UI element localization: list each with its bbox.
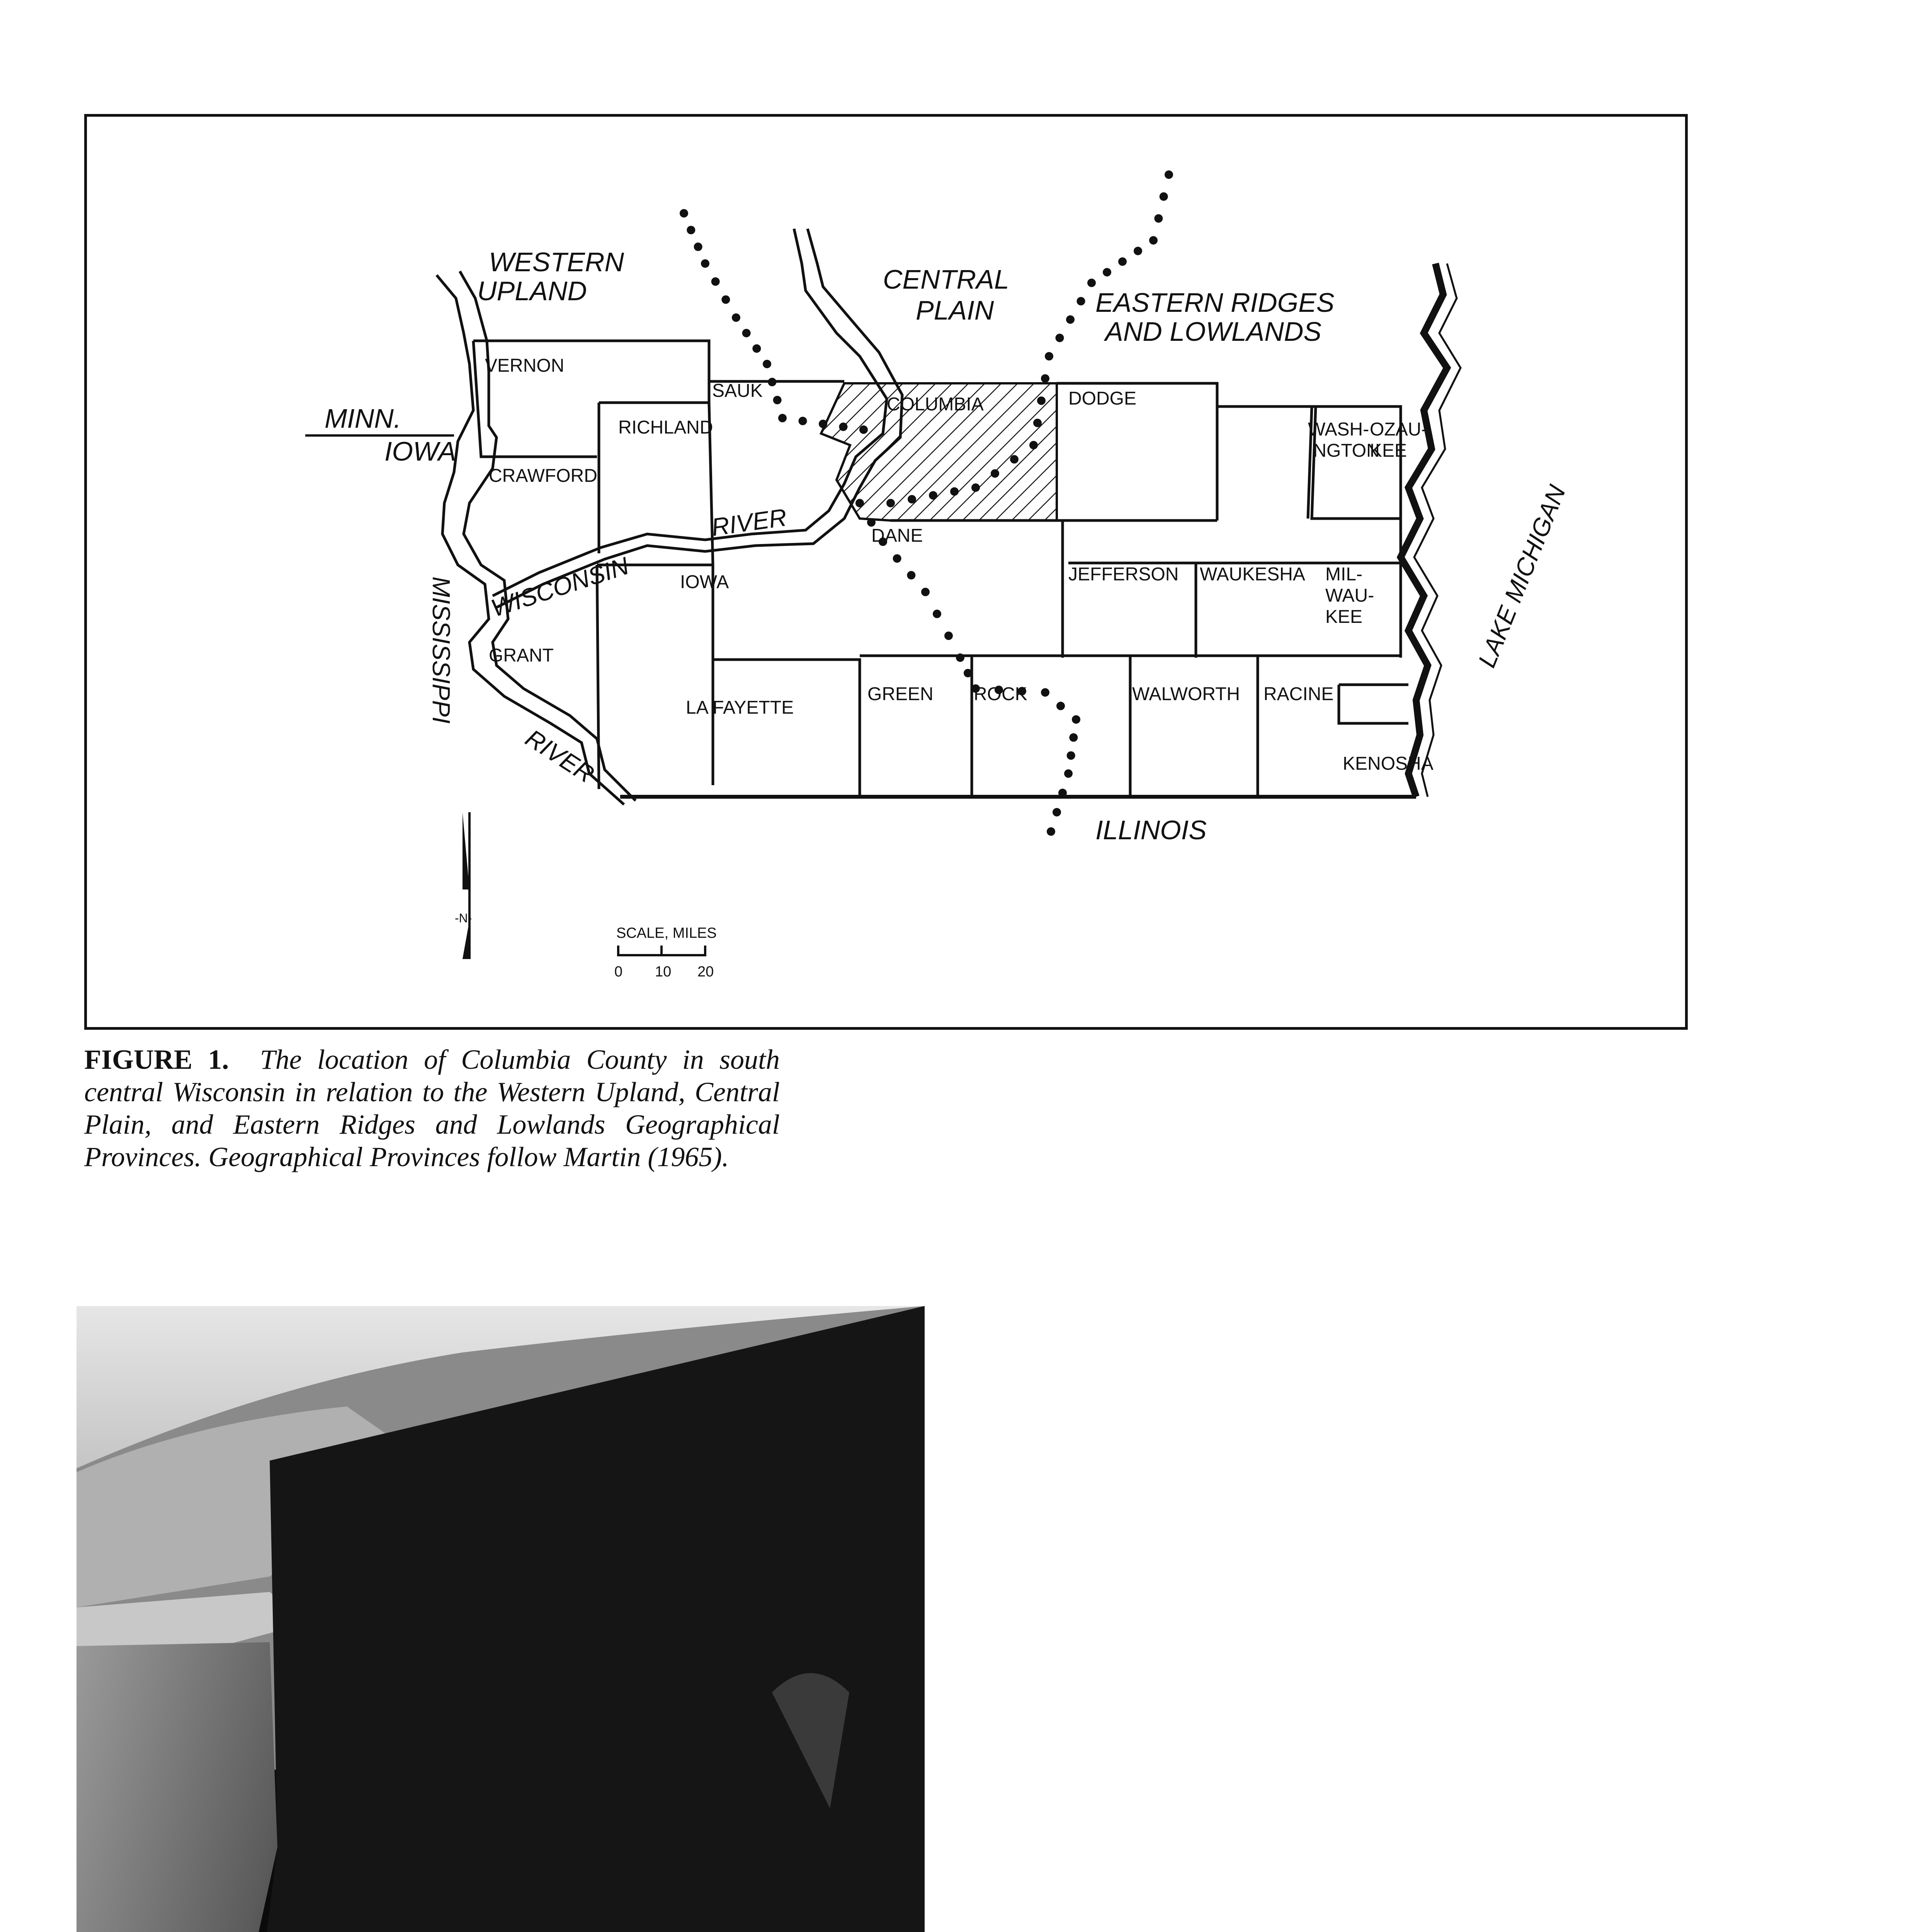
province-boundary-dot <box>1149 236 1158 245</box>
county-label-jefferson: JEFFERSON <box>1068 564 1179 585</box>
province-boundary-dot <box>768 378 776 386</box>
scale-bar <box>614 925 717 980</box>
county-label-washington-2: INGTON <box>1308 440 1380 461</box>
western-upland-label-1: WESTERN <box>489 247 624 277</box>
scale-tick-0: 0 <box>614 964 623 980</box>
province-boundary-dot <box>855 499 864 507</box>
province-boundary-dot <box>893 554 901 563</box>
figure-1-map <box>84 114 1688 1030</box>
county-label-green: GREEN <box>867 684 934 704</box>
province-boundary-dot <box>799 417 807 425</box>
county-label-lafayette: LA FAYETTE <box>686 697 794 718</box>
province-boundary-dot <box>1160 192 1168 201</box>
province-boundary-dot <box>1041 374 1049 383</box>
province-boundary-dot <box>732 313 740 322</box>
county-label-walworth: WALWORTH <box>1132 684 1240 704</box>
province-boundary-dot <box>839 423 848 431</box>
province-boundary-dot <box>859 425 868 434</box>
province-boundary-dot <box>950 487 959 496</box>
figure-caption <box>84 1043 780 1173</box>
county-label-rock: ROCK <box>974 684 1027 704</box>
central-plain-label-1: CENTRAL <box>883 264 1009 294</box>
state-label-minn: MINN. <box>325 403 401 434</box>
scale-tick-20: 20 <box>697 964 714 980</box>
province-boundary-dot <box>1134 247 1142 255</box>
province-boundary-dot <box>687 226 695 234</box>
county-label-waukesha: WAUKESHA <box>1200 564 1305 585</box>
province-boundary-dot <box>752 344 761 353</box>
province-boundary-dot <box>1069 733 1078 742</box>
north-arrow <box>455 812 472 959</box>
photo-rendering <box>77 1306 925 1932</box>
province-boundary-dot <box>907 571 915 580</box>
county-label-sauk: SAUK <box>712 381 763 401</box>
north-label: -N- <box>455 911 472 925</box>
lake-michigan-shore <box>1401 264 1461 797</box>
province-boundary-dot <box>886 499 895 507</box>
province-boundary-dot <box>1056 334 1064 342</box>
province-boundary-dot <box>694 243 702 251</box>
scale-tick-10: 10 <box>655 964 672 980</box>
lake-michigan-label: LAKE MICHIGAN <box>1473 481 1571 672</box>
province-boundary-dot <box>929 491 937 500</box>
province-boundary-dot <box>773 396 782 404</box>
province-boundary-dot <box>1029 441 1038 449</box>
map-drawing <box>87 117 1690 1032</box>
province-boundary-dot <box>1118 257 1127 266</box>
province-boundary-dot <box>1053 808 1061 816</box>
eastern-ridges-label-2: AND LOWLANDS <box>1105 316 1322 347</box>
province-boundary-dot <box>701 259 709 268</box>
province-boundary-dot <box>1067 751 1075 760</box>
county-label-iowa: IOWA <box>680 572 729 592</box>
province-boundary-dot <box>971 483 980 492</box>
state-label-illinois: ILLINOIS <box>1095 815 1207 845</box>
province-boundary-dot <box>1103 268 1111 277</box>
province-boundary-dot <box>908 495 916 503</box>
province-boundary-dot <box>763 360 771 368</box>
province-boundary-dot <box>711 277 720 286</box>
province-boundary-dot <box>1047 827 1055 836</box>
province-boundary-dot <box>680 209 688 218</box>
province-boundary-dot <box>933 610 941 618</box>
county-label-dane: DANE <box>871 526 923 546</box>
province-boundary-dot <box>964 669 972 677</box>
county-label-columbia: COLUMBIA <box>887 394 984 415</box>
province-boundary-dot <box>1077 297 1085 306</box>
mississippi-river-label: MISSISSIPPI <box>427 577 455 724</box>
province-boundary-dot <box>778 414 787 422</box>
province-boundary-dot <box>721 295 730 304</box>
county-label-ozaukee-1: OZAU- <box>1370 419 1428 440</box>
sandstone-cliffs-photo <box>77 1306 925 1932</box>
county-label-milwaukee-1: MIL- <box>1325 564 1362 585</box>
wisconsin-river-label-2: RIVER <box>709 503 789 541</box>
province-boundary-dot <box>1056 702 1065 710</box>
province-boundary-dot <box>956 653 964 662</box>
eastern-ridges-label-1: EASTERN RIDGES <box>1095 287 1335 318</box>
central-plain-label-2: PLAIN <box>916 295 994 325</box>
western-upland-label-2: UPLAND <box>477 276 587 306</box>
province-boundary-dot <box>1165 170 1173 179</box>
county-label-racine: RACINE <box>1263 684 1334 704</box>
province-boundary-dot <box>991 469 999 478</box>
province-boundary-dot <box>742 329 751 337</box>
province-boundary-dot <box>1033 419 1042 427</box>
province-boundary-dot <box>1041 688 1049 697</box>
province-boundary-dot <box>944 631 953 640</box>
province-boundary-dot <box>1064 769 1073 778</box>
county-label-crawford: CRAWFORD <box>489 466 597 486</box>
province-boundary-dot <box>1087 279 1096 287</box>
state-label-iowa: IOWA <box>384 436 456 466</box>
province-boundary-dot <box>1037 396 1046 405</box>
county-label-richland: RICHLAND <box>618 417 713 438</box>
province-boundary-dot <box>1045 352 1053 361</box>
wisconsin-river-label: WISCONSIN <box>488 551 633 622</box>
province-boundary-dot <box>1066 315 1075 324</box>
mississippi-river-label-2: RIVER <box>520 724 599 789</box>
province-boundary-dot <box>1058 789 1067 797</box>
county-label-grant: GRANT <box>489 645 554 666</box>
county-label-ozaukee-2: KEE <box>1370 440 1407 461</box>
county-label-washington-1: WASH- <box>1308 419 1369 440</box>
county-label-kenosha: KENOSHA <box>1343 753 1434 774</box>
county-label-dodge: DODGE <box>1068 388 1137 409</box>
province-boundary-dot <box>1154 214 1163 223</box>
county-label-milwaukee-2: WAU- <box>1325 585 1374 606</box>
province-boundary-dot <box>1010 455 1019 464</box>
figure-caption-text: The location of Columbia County in south central Wisconsin in relation to the Western Upland, Central Plain, and Eastern Ridges and Lowlands Geographical Provinces. Geographical Provinces follow Martin (1965). <box>84 1044 780 1172</box>
figure-label: FIGURE 1. <box>84 1044 229 1075</box>
scale-title: SCALE, MILES <box>616 925 717 941</box>
province-boundary-dot <box>1072 715 1080 724</box>
province-boundary-dot <box>819 420 827 428</box>
county-label-milwaukee-3: KEE <box>1325 607 1363 627</box>
county-label-vernon: VERNON <box>485 355 565 376</box>
province-boundary-dot <box>921 588 930 596</box>
